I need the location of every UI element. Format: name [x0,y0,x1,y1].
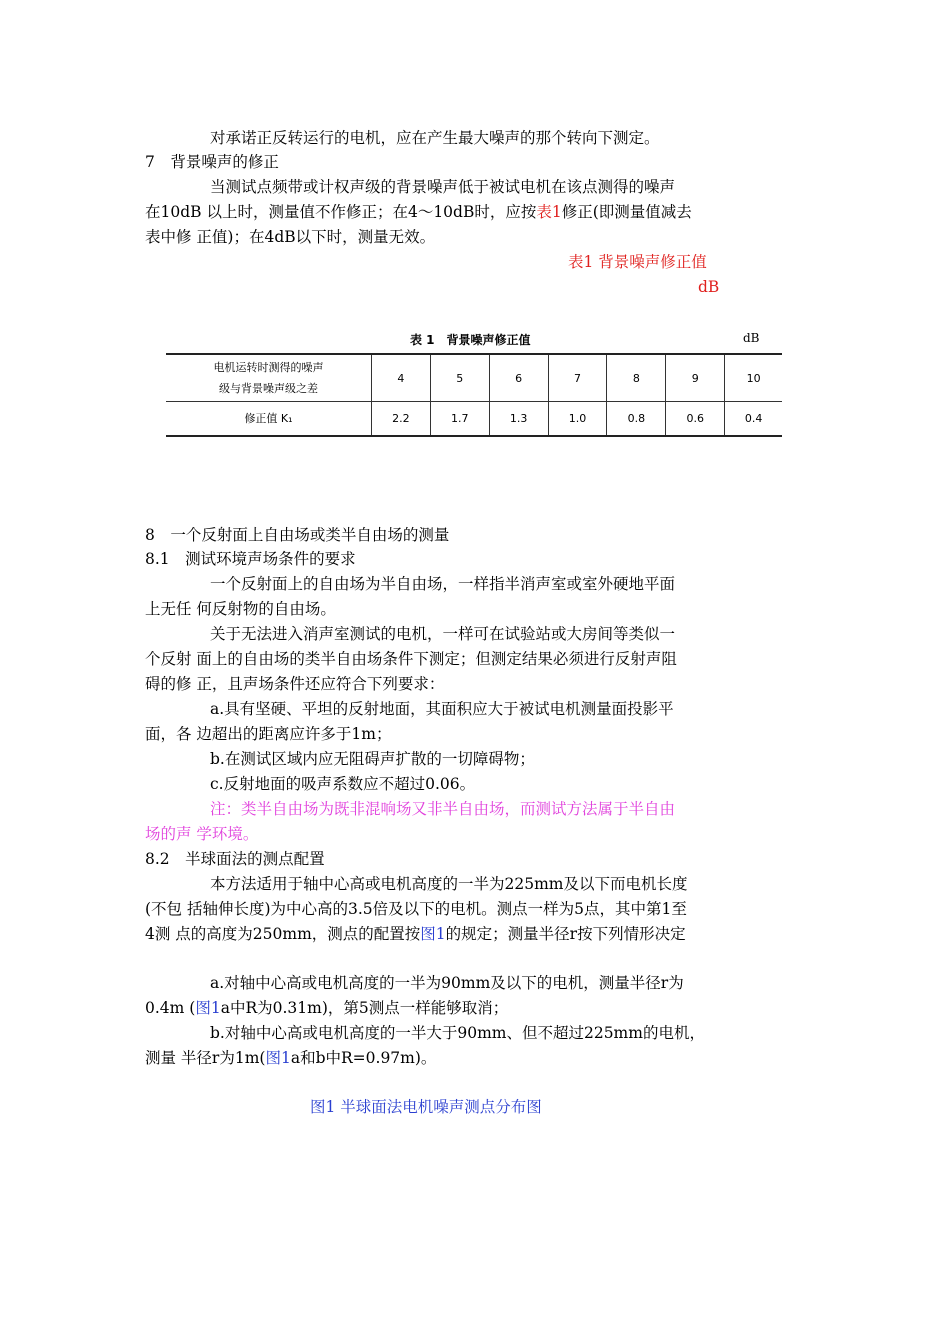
text: a和b中R=0.97m)。 [290,1049,437,1067]
paragraph-half-free-field-line2: 上无任 何反射物的自由场。 [145,600,336,618]
table-cell: 4 [372,354,431,402]
text: 0.4m ( [145,999,196,1017]
text: 在10dB 以上时，测量值不作修正；在4～10dB时，应按 [145,203,537,221]
table1-unit: dB [698,278,720,296]
table1-link[interactable]: 表1 [536,203,562,221]
paragraph-hemisphere-line3 [145,924,686,944]
row-header-line1: 电机运转时测得的噪声 [213,361,324,374]
row-header-line2: 级与背景噪声级之差 [219,382,318,395]
paragraph-hemisphere-line1: 本方法适用于轴中心高或电机高度的一半为225mm及以下而电机长度 [210,875,688,893]
table-cell: 7 [548,354,607,402]
radius-a-line1: a.对轴中心高或电机高度的一半为90mm及以下的电机，测量半径r为 [210,974,684,992]
radius-b-line1: b.对轴中心高或电机高度的一半大于90mm、但不超过225mm的电机， [210,1024,705,1042]
section-7-heading: 7 背景噪声的修正 [145,153,279,171]
section-8-heading: 8 一个反射面上自由场或类半自由场的测量 [145,526,450,544]
table-row-correction [166,402,782,437]
table-row-difference [166,354,782,402]
paragraph-bg-noise-line2 [145,202,692,222]
text: 测量 半径r为1m( [145,1049,266,1067]
table-cell: 2.2 [372,402,431,437]
figure1-link[interactable]: 图1 [195,999,221,1017]
text: a中R为0.31m)，第5测点一样能够取消； [220,999,509,1017]
text: 的规定；测量半径r按下列情形决定 [445,925,686,943]
row-header-difference [166,354,372,402]
section-8-2-heading: 8.2 半球面法的测点配置 [145,850,325,868]
paragraph-quasi-field-line1: 关于无法进入消声室测试的电机，一样可在试验站或大房间等类似一 [210,625,676,643]
paragraph-bg-noise-line3: 表中修 正值)；在4dB以下时，测量无效。 [145,228,436,246]
table-cell: 0.4 [725,402,782,437]
text: 修正(即测量值减去 [561,203,692,221]
table-cell: 8 [607,354,666,402]
row-header-correction: 修正值 K₁ [166,402,372,437]
table-caption: 表 1 背景噪声修正值 [410,333,531,347]
paragraph-hemisphere-line2: (不包 括轴伸长度)为中心高的3.5倍及以下的电机。测点一样为5点，其中第1至 [145,900,687,918]
table-unit: dB [743,331,760,345]
table-cell: 9 [666,354,725,402]
table-cell: 1.0 [548,402,607,437]
correction-table [166,353,782,437]
requirement-b: b.在测试区域内应无阻碍声扩散的一切障碍物； [210,750,535,768]
figure1-link[interactable]: 图1 [265,1049,291,1067]
table-cell: 10 [725,354,782,402]
figure1-link[interactable]: 图1 [420,925,446,943]
paragraph-bg-noise-line1: 当测试点频带或计权声级的背景噪声低于被试电机在该点测得的噪声 [210,178,676,196]
radius-b-line2 [145,1048,436,1068]
paragraph-quasi-field-line2: 个反射 面上的自由场的类半自由场条件下测定；但测定结果必须进行反射声阻 [145,650,677,668]
table-cell: 5 [430,354,489,402]
table-cell: 0.8 [607,402,666,437]
figure1-caption: 图1 半球面法电机噪声测点分布图 [310,1098,542,1116]
section-8-1-heading: 8.1 测试环境声场条件的要求 [145,550,356,568]
paragraph-half-free-field-line1: 一个反射面上的自由场为半自由场，一样指半消声室或室外硬地平面 [210,575,676,593]
table1-title: 表1 背景噪声修正值 [568,253,707,271]
table-cell: 1.3 [489,402,548,437]
note-line1: 注：类半自由场为既非混响场又非半自由场，而测试方法属于半自由 [210,800,676,818]
requirement-a-line1: a.具有坚硬、平坦的反射地面，其面积应大于被试电机测量面投影平 [210,700,674,718]
requirement-a-line2: 面，各 边超出的距离应许多于1m； [145,725,392,743]
paragraph-quasi-field-line3: 碍的修 正，且声场条件还应符合下列要求： [145,675,445,693]
radius-a-line2 [145,998,508,1018]
table-cell: 6 [489,354,548,402]
text: 4测 点的高度为250mm，测点的配置按 [145,925,421,943]
paragraph-reverse-rotation: 对承诺正反转运行的电机，应在产生最大噪声的那个转向下测定。 [210,129,660,147]
table-cell: 0.6 [666,402,725,437]
table-cell: 1.7 [430,402,489,437]
note-line2: 场的声 学环境。 [145,825,259,843]
requirement-c: c.反射地面的吸声系数应不超过0.06。 [210,775,476,793]
